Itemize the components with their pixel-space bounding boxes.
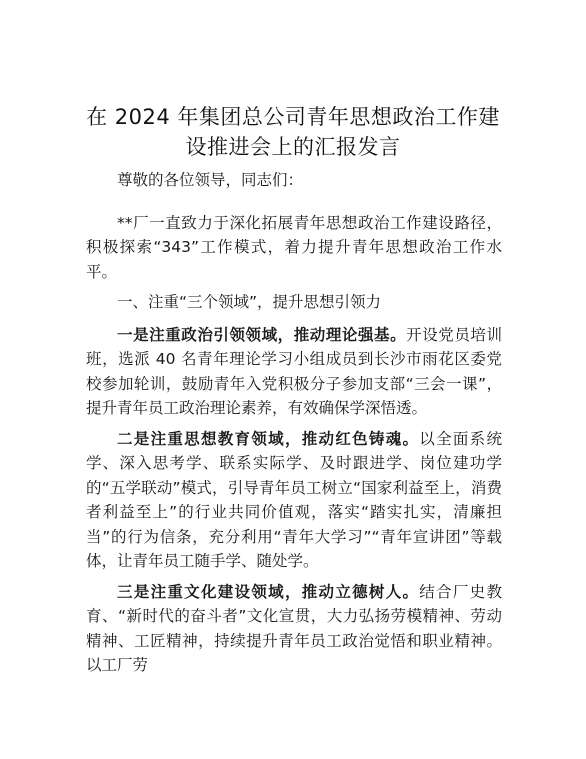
- item-2-lead: 二是注重思想教育领域，推动红色铸魂。: [117, 429, 420, 448]
- paragraph-item-1: [86, 323, 502, 421]
- item-1-lead: 一是注重政治引领领域，推动理论强基。: [117, 325, 407, 344]
- section-heading: 一、注重“三个领域”，提升思想引领力: [117, 293, 382, 311]
- paragraph-item-2: [86, 427, 502, 574]
- salutation: 尊敬的各位领导，同志们：: [117, 171, 304, 189]
- document-body: [86, 168, 502, 684]
- item-3-text: 结合厂史教育、“新时代的奋斗者”文化宣贯，大力弘扬劳模精神、劳动精神、工匠精神，持续提升青年员工政治觉悟和职业精神。以工厂劳: [86, 582, 502, 674]
- document-title: 在 2024 年集团总公司青年思想政治工作建设推进会上的汇报发言: [86, 105, 500, 159]
- item-1-text: 开设党员培训班，选派 40 名青年理论学习小组成员到长沙市雨花区委党校参加轮训，鼓励青年入党积极分子参加支部“三会一课”，提升青年员工政治理论素养，有效确保学深悟透。: [86, 325, 502, 417]
- paragraph-item-3: [86, 580, 502, 678]
- intro-paragraph: **厂一直致力于深化拓展青年思想政治工作建设路径，积极探索“343”工作模式，着力提升青年思想政治工作水平。: [86, 213, 502, 281]
- item-3-lead: 三是注重文化建设领域，推动立德树人。: [117, 582, 420, 601]
- item-2-text: 以全面系统学、深入思考学、联系实际学、及时跟进学、岗位建功学的“五学联动”模式，引导青年员工树立“国家利益至上，消费者利益至上”的行业共同价值观，落实“踏实扎实，清廉担当”的行为信条，充分利用“青年大学习”“青年宣讲团”等载体，让青年员工随手学、随处学。: [86, 429, 502, 570]
